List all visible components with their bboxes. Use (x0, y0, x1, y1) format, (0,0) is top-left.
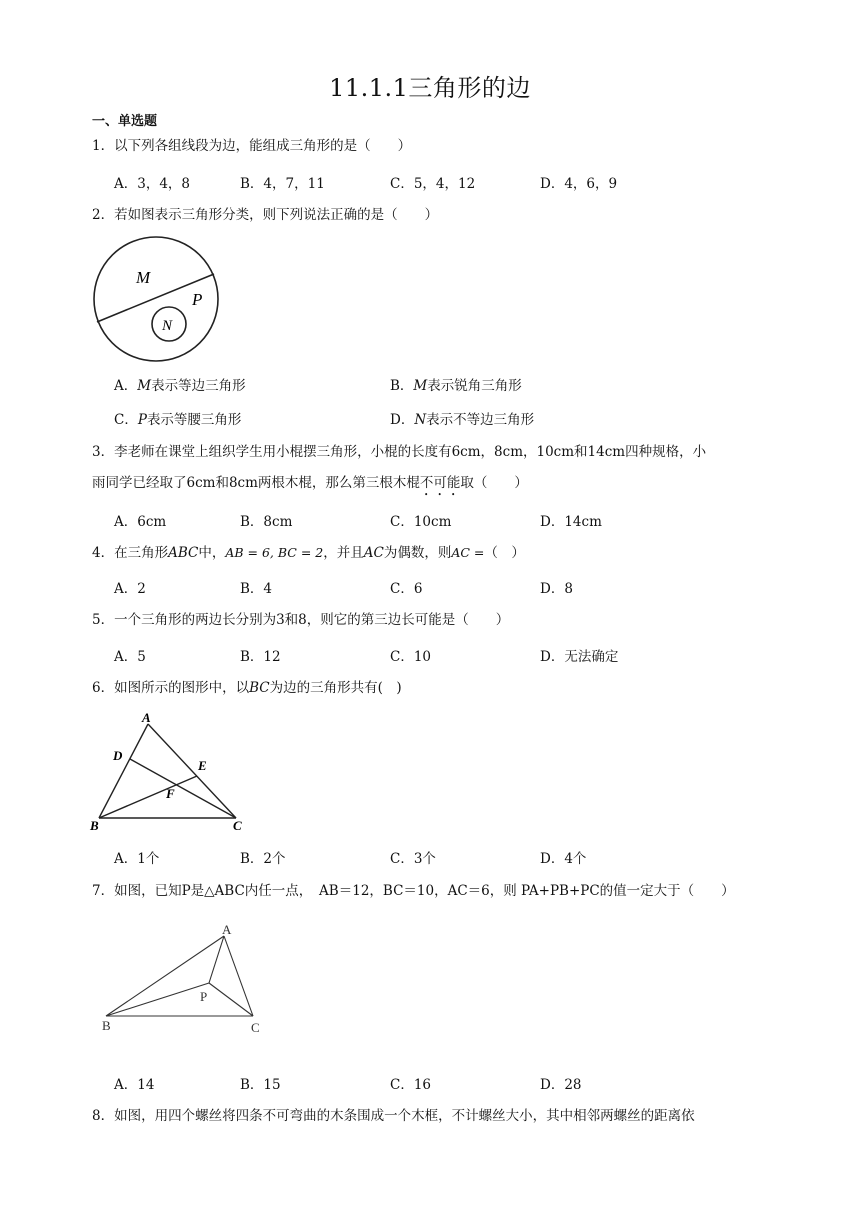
question-5-option-c: C．10 (390, 649, 432, 665)
segment-ab (99, 724, 148, 818)
label-p: P (200, 989, 208, 1004)
formula: AB = 6, BC = 2 (225, 545, 324, 560)
segment-ac (224, 936, 253, 1016)
question-1-option-c: C．5，4，12 (390, 176, 476, 192)
segment-pc (209, 983, 253, 1016)
label-c: C (233, 818, 242, 833)
question-6-option-c: C．3个 (390, 851, 436, 867)
label-e: E (198, 758, 207, 773)
segment-be (99, 776, 197, 818)
question-3-stem-line-2: 雨同学已经取了6cm和8cm两根木棍，那么第三根木棍不可能取（ ） (92, 475, 528, 491)
section-heading: 一、单选题 (92, 114, 158, 129)
question-5-stem: 5．一个三角形的两边长分别为3和8，则它的第三边长可能是（ ） (92, 612, 510, 628)
question-7-option-d: D．28 (540, 1077, 582, 1093)
label-f: F (166, 786, 175, 801)
label-n: N (162, 318, 173, 334)
question-4-option-a: A．2 (114, 581, 146, 597)
label-c: C (251, 1020, 260, 1035)
question-1-option-a: A．3，4，8 (114, 176, 191, 192)
question-2-option-b: B．M表示锐角三角形 (390, 378, 522, 394)
question-3-option-d: D．14cm (540, 514, 602, 530)
question-2-option-a: A．M表示等边三角形 (114, 378, 246, 394)
formula-2: AC = (451, 545, 485, 560)
question-3-stem-line-1: 3．李老师在课堂上组织学生用小棍摆三角形，小棍的长度有6cm，8cm，10cm和14cm四种规格，小 (92, 444, 707, 460)
label-b: B (102, 1018, 111, 1033)
question-4-option-d: D．8 (540, 581, 573, 597)
triangle-classification-figure (88, 236, 228, 364)
question-6-option-a: A．1个 (114, 851, 160, 867)
question-2-stem: 2．若如图表示三角形分类，则下列说法正确的是（ ） (92, 207, 439, 223)
question-5-option-a: A．5 (114, 649, 146, 665)
label-p: P (192, 290, 203, 309)
question-2-option-c: C．P表示等腰三角形 (114, 412, 242, 428)
question-1-option-b: B．4，7，11 (240, 176, 325, 192)
segment-pb (106, 983, 209, 1016)
label-m: M (136, 268, 151, 287)
question-7-option-a: A．14 (114, 1077, 155, 1093)
question-7-option-c: C．16 (390, 1077, 432, 1093)
question-3-option-a: A．6cm (114, 514, 167, 530)
question-5-option-d: D．无法确定 (540, 649, 619, 665)
segment-ab (106, 936, 224, 1016)
page-title: 11.1.1三角形的边 (329, 74, 531, 102)
question-3-option-b: B．8cm (240, 514, 293, 530)
question-5-option-b: B．12 (240, 649, 281, 665)
triangle-abc-point-p-figure (96, 918, 276, 1042)
emphasis-text: 不可能 (419, 475, 461, 491)
question-4-option-c: C．6 (390, 581, 423, 597)
question-4-option-b: B．4 (240, 581, 273, 597)
question-1-stem: 1．以下列各组线段为边，能组成三角形的是（ ） (92, 138, 412, 154)
segment-ac (148, 724, 236, 818)
question-7-option-b: B．15 (240, 1077, 281, 1093)
question-3-option-c: C．10cm (390, 514, 452, 530)
question-1-option-d: D．4，6，9 (540, 176, 618, 192)
label-b: B (90, 818, 99, 833)
segment-pa (209, 936, 224, 983)
question-2-option-d: D．N表示不等边三角形 (390, 412, 535, 428)
question-8-stem: 8．如图，用四个螺丝将四条不可弯曲的木条围成一个木框，不计螺丝大小，其中相邻两螺丝的距离依 (92, 1108, 695, 1124)
question-6-option-d: D．4个 (540, 851, 587, 867)
question-4-stem: 4．在三角形ABC中，AB = 6, BC = 2，并且AC为偶数，则AC =（ ） (92, 545, 525, 561)
label-d: D (113, 748, 123, 763)
segment-dc (130, 759, 236, 818)
question-6-option-b: B．2个 (240, 851, 286, 867)
question-7-stem: 7．如图，已知P是△ABC内任一点， AB＝12，BC＝10，AC＝6，则 PA+PB+PC的值一定大于（ ） (92, 883, 735, 899)
label-a: A (222, 922, 232, 937)
triangle-abc-cevians-figure (86, 708, 256, 836)
question-6-stem: 6．如图所示的图形中，以BC为边的三角形共有( ) (92, 680, 402, 696)
label-a: A (142, 710, 151, 725)
